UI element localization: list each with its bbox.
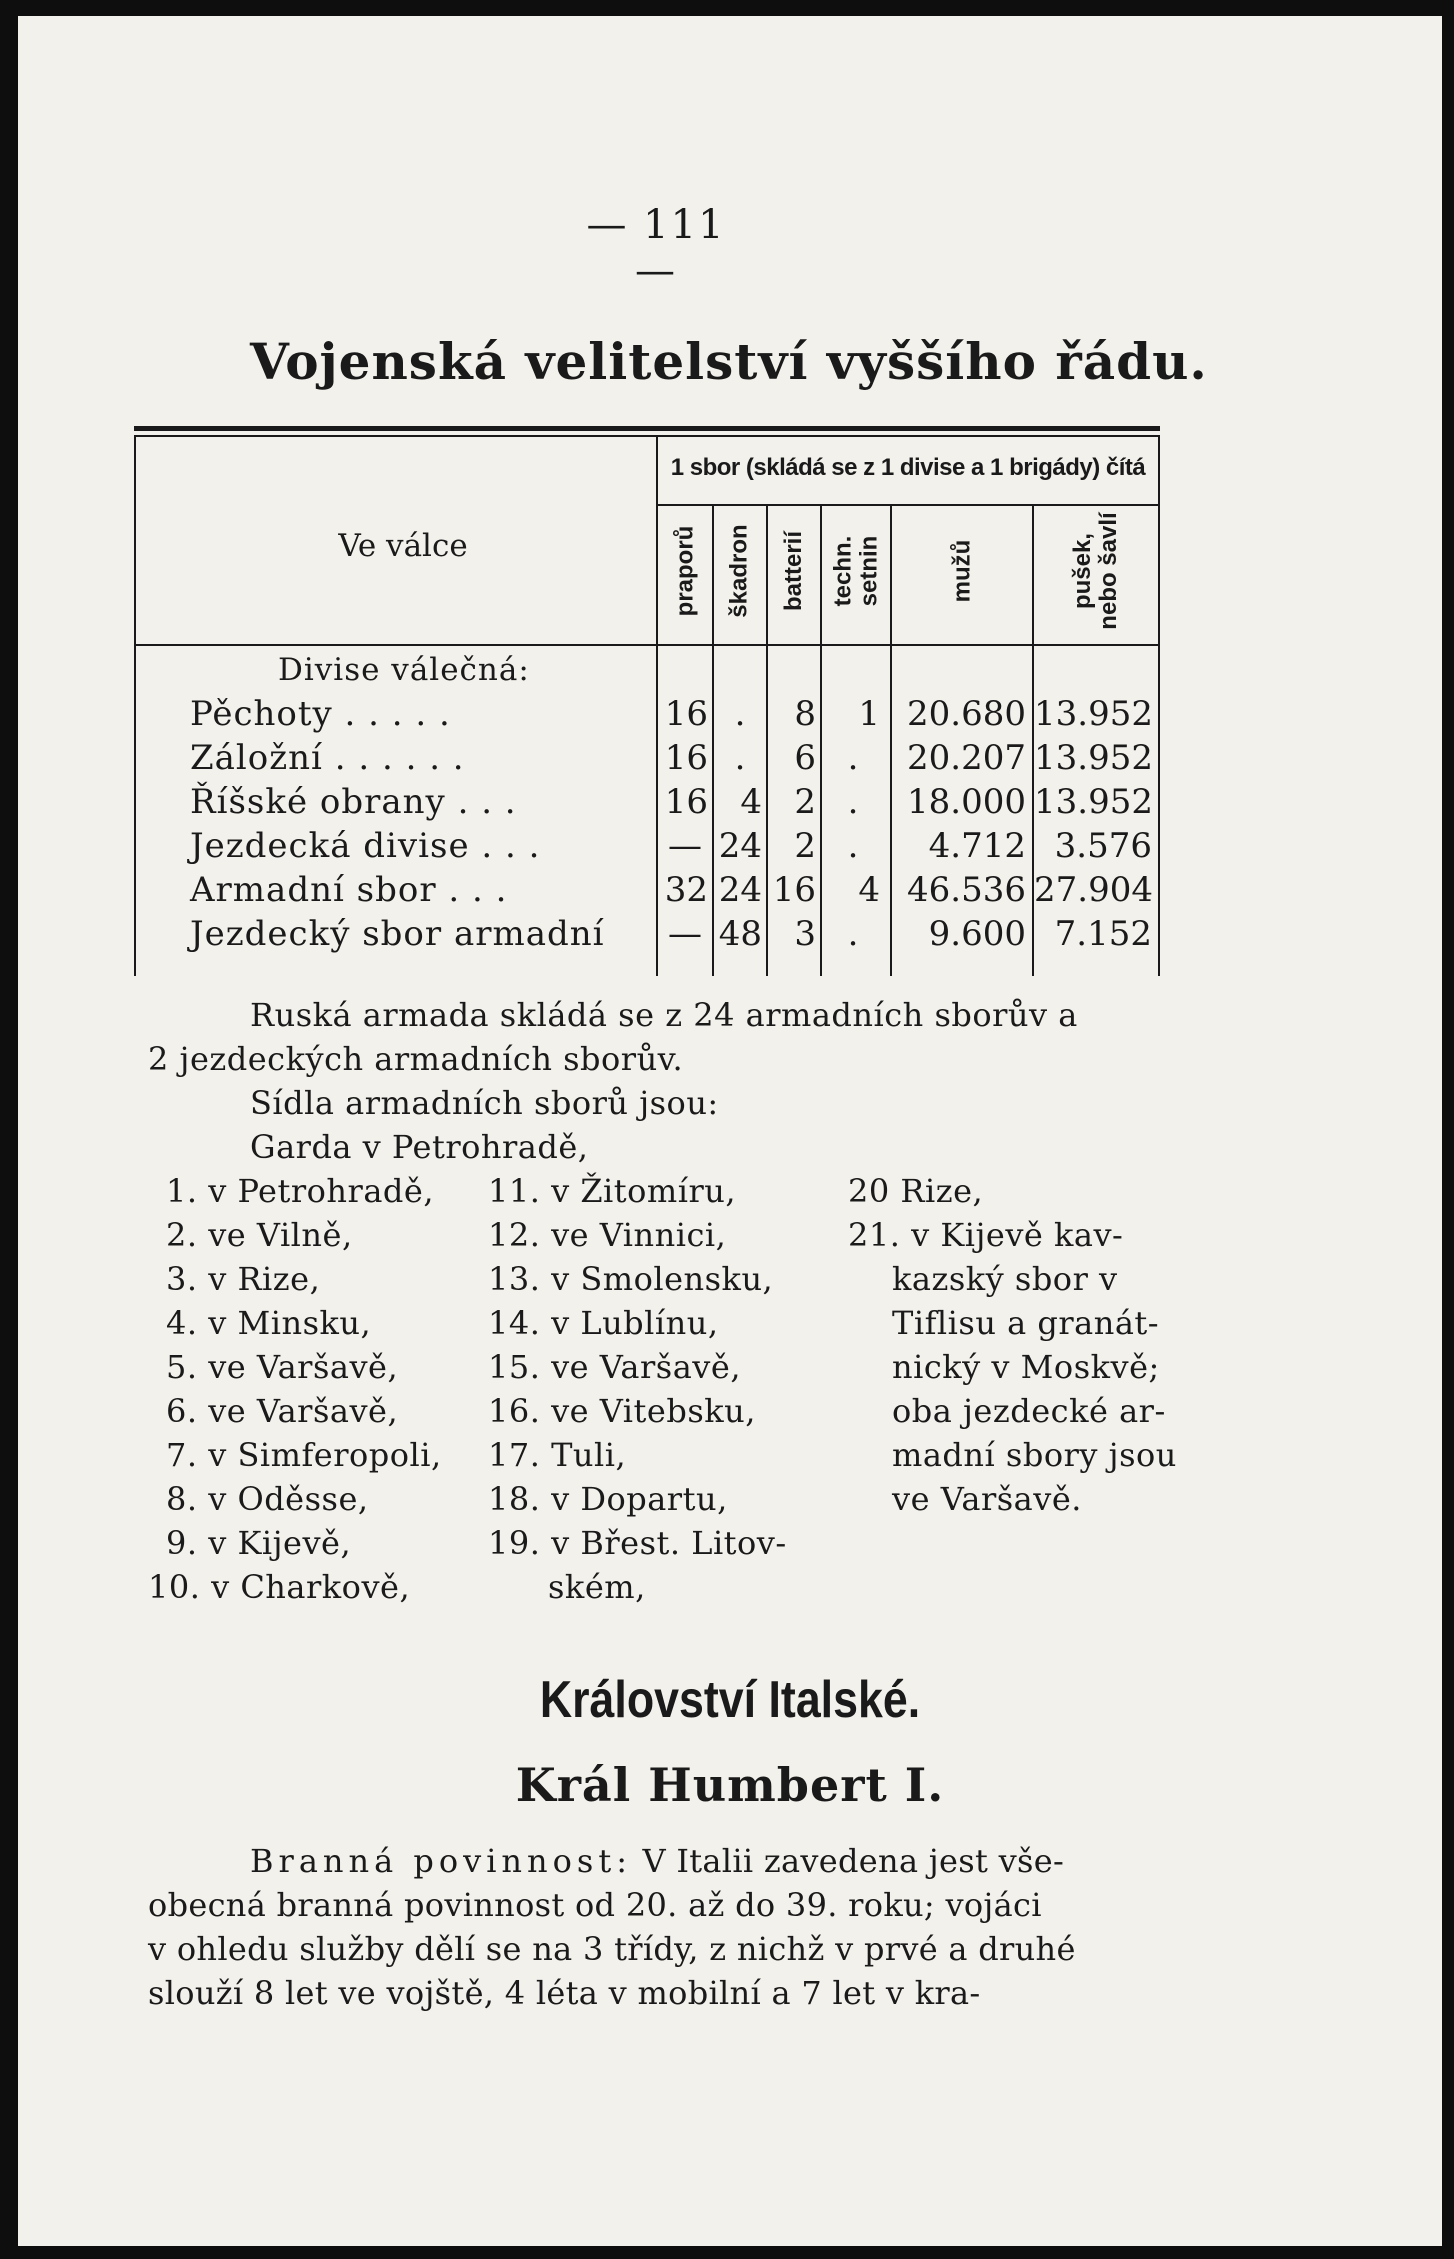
corps-list-item: nický v Moskvě; — [892, 1348, 1160, 1386]
table-border-right — [1158, 436, 1160, 976]
table-cell: 3.576 — [1054, 826, 1152, 866]
table-cell: . — [847, 914, 859, 954]
table-row-label: Jezdecký sbor armadní — [190, 914, 605, 954]
body-line-2: obecná branná povinnost od 20. až do 39. roku; vojáci — [148, 1886, 1042, 1924]
intro-line-4: Garda v Petrohradě, — [250, 1128, 589, 1166]
corps-list-item: kazský sbor v — [892, 1260, 1118, 1298]
colhdr-muzu: mužů — [947, 539, 975, 603]
table-row-label: Říšské obrany . . . — [190, 782, 517, 822]
table-cell: 9.600 — [928, 914, 1026, 954]
corps-list-item: 11. v Žitomíru, — [488, 1172, 737, 1210]
corps-list-item: ském, — [548, 1568, 646, 1606]
table-cell: 16 — [664, 738, 708, 778]
table-row-label: Jezdecká divise . . . — [190, 826, 541, 866]
table-cell: 7.152 — [1054, 914, 1152, 954]
body-line-1-rest: V Italii zavedena jest vše- — [631, 1842, 1065, 1880]
corps-list-item: 16. ve Vitebsku, — [488, 1392, 756, 1430]
corps-list-item: 2. ve Vilně, — [166, 1216, 353, 1254]
corps-list-item: 17. Tuli, — [488, 1436, 627, 1474]
corps-list-item: ve Varšavě. — [892, 1480, 1082, 1518]
table-cell: 20.207 — [907, 738, 1026, 778]
corps-list-item: 4. v Minsku, — [166, 1304, 372, 1342]
table-cell: 4 — [740, 782, 762, 822]
table-cell: — — [668, 914, 702, 954]
table-cell: . — [847, 782, 859, 822]
table-cell: 4.712 — [928, 826, 1026, 866]
table-cell: 16 — [772, 870, 816, 910]
corps-list-item: madní sbory jsou — [892, 1436, 1177, 1474]
colhdr-batterii: batterií — [780, 530, 808, 612]
body-line-3: v ohledu služby dělí se na 3 třídy, z nichž v prvé a druhé — [148, 1930, 1076, 1968]
table-cell: . — [847, 826, 859, 866]
corps-list-item: 19. v Břest. Litov- — [488, 1524, 787, 1562]
table-cell: 4 — [858, 870, 880, 910]
table-cell: 2 — [794, 826, 816, 866]
table-cell: . — [847, 738, 859, 778]
table-cell: 16 — [664, 782, 708, 822]
book-page — [18, 16, 1442, 2246]
table-left-header: Ve válce — [338, 528, 468, 564]
corps-list-item: 8. v Oděsse, — [166, 1480, 369, 1518]
table-row-label: Záložní . . . . . . — [190, 738, 465, 778]
corps-list-item: 9. v Kijevě, — [166, 1524, 352, 1562]
corps-list-item: 1. v Petrohradě, — [166, 1172, 434, 1210]
colhdr-skadron: škadron — [726, 524, 753, 618]
colhdr-praporu: praporů — [671, 525, 699, 617]
table-section-label: Divise válečná: — [278, 652, 530, 688]
table-border-left — [134, 436, 136, 976]
table-cell: 24 — [718, 826, 762, 866]
section-heading: Království Italské. — [539, 1671, 921, 1729]
header-rule-thin — [134, 435, 1160, 437]
corps-list-item: 3. v Rize, — [166, 1260, 321, 1298]
table-cell: 24 — [718, 870, 762, 910]
corps-list-item: oba jezdecké ar- — [892, 1392, 1166, 1430]
corps-list-item: 21. v Kijevě kav- — [848, 1216, 1124, 1254]
header-divider — [134, 644, 1160, 646]
corps-list-item: 6. ve Varšavě, — [166, 1392, 399, 1430]
corps-list-item: 18. v Dopartu, — [488, 1480, 728, 1518]
corps-list-item: 5. ve Varšavě, — [166, 1348, 399, 1386]
colhdr-pusek: pušek, nebo šavlí — [1069, 512, 1122, 630]
table-cell: . — [734, 738, 746, 778]
table-cell: 3 — [794, 914, 816, 954]
corps-list-item: 7. v Simferopoli, — [166, 1436, 442, 1474]
intro-line-2: 2 jezdeckých armadních sborův. — [148, 1040, 684, 1078]
table-cell: 2 — [794, 782, 816, 822]
table-row-label: Pěchoty . . . . . — [190, 694, 451, 734]
table-cell: 46.536 — [907, 870, 1026, 910]
corps-list-item: 12. ve Vinnici, — [488, 1216, 727, 1254]
table-cell: 20.680 — [907, 694, 1026, 734]
table-cell: 27.904 — [1034, 870, 1153, 910]
table-cell: 13.952 — [1034, 738, 1153, 778]
intro-line-3: Sídla armadních sborů jsou: — [250, 1084, 719, 1122]
corps-list-item: 15. ve Varšavě, — [488, 1348, 741, 1386]
body-lead: Branná povinnost: — [250, 1842, 632, 1880]
table-cell: 6 — [794, 738, 816, 778]
table-cell: 1 — [858, 694, 880, 734]
intro-line-1: Ruská armada skládá se z 24 armadních sborův a — [250, 996, 1078, 1034]
table-cell: 16 — [664, 694, 708, 734]
corps-list-item: 20 Rize, — [848, 1172, 984, 1210]
corps-list-item: 14. v Lublínu, — [488, 1304, 719, 1342]
table-cell: . — [734, 694, 746, 734]
header-rule-thick — [134, 426, 1160, 431]
table-group-header: 1 sbor (skládá se z 1 divise a 1 brigády) čítá — [670, 454, 1146, 481]
table-cell: 8 — [794, 694, 816, 734]
corps-list-item: 10. v Charkově, — [148, 1568, 411, 1606]
body-line-1 — [250, 1842, 1280, 1880]
table-cell: 13.952 — [1034, 694, 1153, 734]
table-cell: — — [668, 826, 702, 866]
corps-list-item: Tiflisu a granát- — [892, 1304, 1160, 1342]
section-subheading: Král Humbert I. — [515, 1758, 945, 1812]
page-number: — 111 — — [586, 202, 726, 294]
colhdr-techn-setnin: techn. setnin — [829, 535, 882, 607]
table-cell: 13.952 — [1034, 782, 1153, 822]
body-line-4: slouží 8 let ve vojště, 4 léta v mobilní a 7 let v kra- — [148, 1974, 981, 2012]
table-cell: 18.000 — [907, 782, 1026, 822]
table-cell: 32 — [664, 870, 708, 910]
page-title: Vojenská velitelství vyššího řádu. — [250, 332, 1208, 391]
corps-list-item: 13. v Smolensku, — [488, 1260, 774, 1298]
table-cell: 48 — [718, 914, 762, 954]
table-row-label: Armadní sbor . . . — [190, 870, 508, 910]
